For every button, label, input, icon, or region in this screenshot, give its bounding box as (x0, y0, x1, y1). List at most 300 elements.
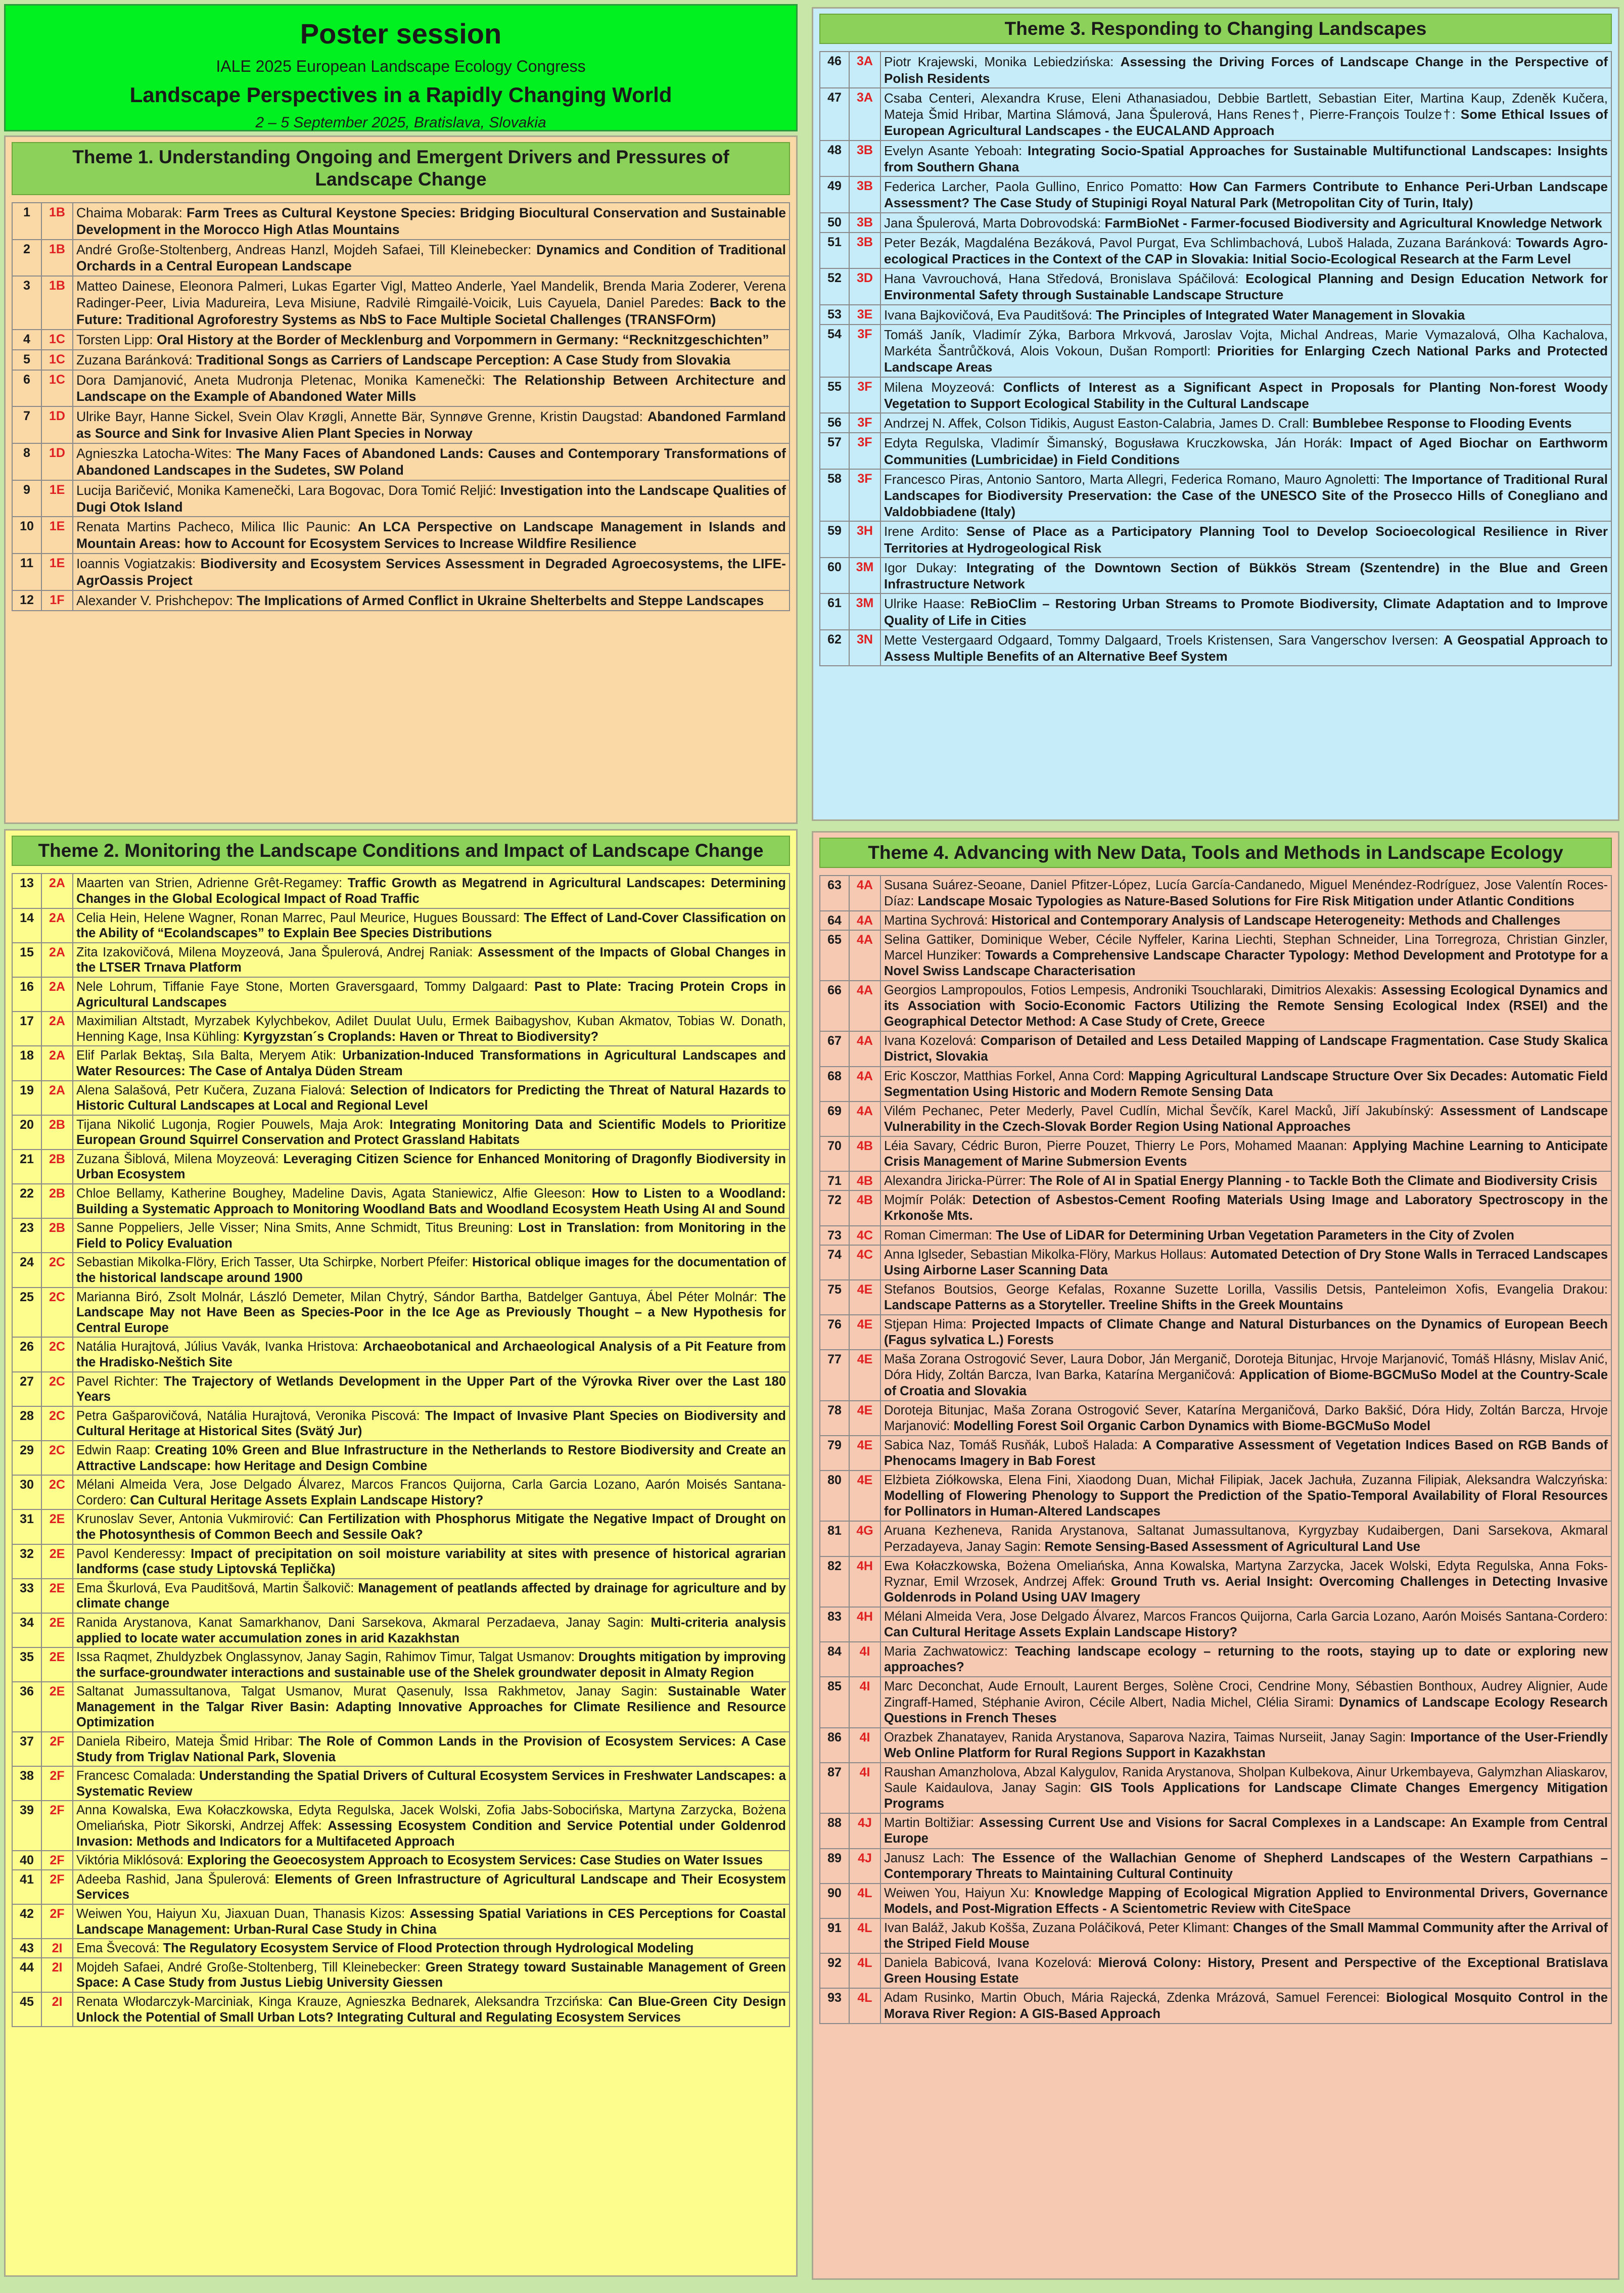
poster-entry (880, 1436, 1611, 1471)
poster-authors: Ewa Kołaczkowska, Bożena Omeliańska, Anna Kowalska, Martyna Zarzycka, Jacek Wolski, Edyta Regulska, Anna Foks-Ryznar, Emil Wrzosek, Andrzej Affek: (884, 1558, 1608, 1589)
poster-title-text: Importance of the User-Friendly Web Online Platform for Rural Regions Support in Kazakhstan (884, 1730, 1608, 1760)
session-code: 2I (41, 1958, 73, 1992)
poster-number: 30 (12, 1475, 41, 1509)
theme-4-panel (812, 831, 1619, 2280)
session-code: 4B (849, 1190, 880, 1225)
poster-authors: Dora Damjanović, Aneta Mudronja Pletenac, Monika Kamenečki: (76, 372, 493, 388)
poster-number: 44 (12, 1958, 41, 1992)
poster-entry (880, 521, 1611, 557)
poster-table (819, 875, 1612, 2024)
poster-title-text: Abandoned Farmland as Source and Sink for Invasive Alien Plant Species in Norway (76, 409, 786, 441)
session-code: 2F (41, 1801, 73, 1851)
session-code: 2B (41, 1150, 73, 1184)
poster-row (12, 1579, 790, 1613)
poster-row (12, 943, 790, 977)
poster-authors: Andrzej N. Affek, Colson Tidikis, August Easton-Calabria, James D. Crall: (884, 416, 1313, 431)
poster-authors: Weiwen You, Haiyun Xu: (884, 1886, 1035, 1900)
poster-title-text: A Geospatial Approach to Assess Multiple Benefits of an Alternative Beef System (884, 632, 1608, 664)
poster-title-text: Can Cultural Heritage Assets Explain Landscape History? (884, 1625, 1238, 1640)
poster-number: 86 (820, 1728, 849, 1763)
poster-number: 2 (12, 240, 41, 277)
poster-authors: Mojdeh Safaei, André Große-Stoltenberg, Till Kleinebecker: (76, 1960, 426, 1975)
theme-title: Theme 3. Responding to Changing Landscapes (819, 14, 1612, 44)
poster-number: 27 (12, 1372, 41, 1406)
poster-entry (73, 350, 790, 370)
session-code: 1B (41, 240, 73, 277)
poster-authors: Ivana Kozelová: (884, 1034, 981, 1048)
poster-authors: Elif Parlak Bektaş, Sıla Balta, Meryem Atik: (76, 1048, 343, 1063)
poster-title-text: The Impact of Invasive Plant Species on Biodiversity and Cultural Heritage at Historical Sites (Svätý Jur) (76, 1408, 786, 1439)
poster-row (12, 1682, 790, 1732)
poster-title-text: Historical oblique images for the documentation of the historical landscape around 1900 (76, 1255, 786, 1286)
poster-title-text: Landscape Patterns as a Storyteller. Treeline Shifts in the Greek Mountains (884, 1298, 1343, 1313)
poster-title-text: Applying Machine Learning to Anticipate Crisis Management of Marine Submersion Events (884, 1139, 1608, 1169)
poster-number: 68 (820, 1067, 849, 1102)
poster-number: 91 (820, 1918, 849, 1953)
poster-number: 3 (12, 276, 41, 330)
poster-title-text: Exploring the Geoecosystem Approach to Ecosystem Services: Case Studies on Water Issues (187, 1853, 763, 1868)
session-code: 2E (41, 1544, 73, 1579)
poster-row (820, 88, 1611, 141)
poster-row (820, 1171, 1611, 1190)
session-code: 3B (849, 233, 880, 268)
poster-number: 54 (820, 325, 849, 377)
poster-row (820, 930, 1611, 981)
poster-authors: Tijana Nikolić Lugonja, Rogier Pouwels, Maja Arok: (76, 1117, 390, 1132)
poster-entry (880, 1401, 1611, 1436)
poster-entry (73, 1115, 790, 1150)
poster-authors: Nele Lohrum, Tiffanie Faye Stone, Morten Graversgaard, Tommy Dalgaard: (76, 979, 535, 994)
poster-row (820, 1350, 1611, 1400)
poster-authors: Pavel Richter: (76, 1374, 164, 1389)
poster-title-text: Assessing Ecological Dynamics and its Association with Socio-Economic Factors Utilizing the Remote Sensing Ecological Index (RSEI) and the Geographical Detector Method: A Case Study of Crete, Greece (884, 983, 1608, 1029)
session-code: 3B (849, 176, 880, 212)
poster-row (12, 1218, 790, 1253)
poster-number: 18 (12, 1046, 41, 1080)
poster-entry (880, 593, 1611, 629)
poster-authors: Francesco Piras, Antonio Santoro, Marta Allegri, Federica Romano, Mauro Agnoletti: (884, 471, 1384, 487)
poster-entry (73, 1372, 790, 1406)
poster-title-text: Multi-criteria analysis applied to locate water accumulation zones in arid Kazakhstan (76, 1615, 786, 1645)
poster-number: 82 (820, 1556, 849, 1607)
poster-authors: Edwin Raap: (76, 1443, 155, 1457)
poster-row (12, 1544, 790, 1579)
poster-authors: Maximilian Altstadt, Myrzabek Kylychbekov, Adilet Duulat Uulu, Ermek Baibagyshov, Kuban Akmatov, Tobias W. Donath, Henning Kage, Insa Kühling: (76, 1014, 786, 1044)
poster-row (12, 240, 790, 277)
poster-authors: Adam Rusinko, Martin Obuch, Mária Rajecká, Zdenka Mrázová, Samuel Ferencei: (884, 1991, 1386, 2005)
poster-authors: Piotr Krajewski, Monika Lebiedzińska: (884, 54, 1121, 70)
poster-entry (880, 413, 1611, 433)
poster-entry (73, 1732, 790, 1766)
poster-authors: André Große-Stoltenberg, Andreas Hanzl, Mojdeh Safaei, Till Kleinebecker: (76, 242, 537, 257)
poster-row (12, 1115, 790, 1150)
session-code: 4A (849, 1067, 880, 1102)
poster-row (12, 370, 790, 407)
session-code: 1C (41, 350, 73, 370)
poster-number: 57 (820, 433, 849, 469)
poster-number: 76 (820, 1315, 849, 1350)
poster-entry (880, 1988, 1611, 2023)
poster-row (12, 276, 790, 330)
poster-authors: Vilém Pechanec, Peter Mederly, Pavel Cudlín, Michal Ševčík, Karel Macků, Jiří Jakubínský: (884, 1104, 1440, 1118)
poster-entry (880, 305, 1611, 325)
poster-row (12, 1046, 790, 1080)
session-code: 2E (41, 1509, 73, 1544)
session-code: 2E (41, 1647, 73, 1682)
poster-row (820, 433, 1611, 469)
poster-row (12, 517, 790, 554)
poster-authors: Edyta Regulska, Vladimír Šimanský, Bogusława Kruczkowska, Ján Horák: (884, 435, 1350, 451)
poster-title-text: Kyrgyzstan´s Croplands: Haven or Threat to Biodiversity? (243, 1029, 599, 1044)
poster-number: 77 (820, 1350, 849, 1400)
poster-row (12, 1613, 790, 1647)
poster-row (820, 911, 1611, 930)
poster-entry (73, 406, 790, 443)
session-code: 4A (849, 911, 880, 930)
poster-table (819, 51, 1612, 666)
session-code: 3H (849, 521, 880, 557)
poster-title-text: Towards Agro-ecological Practices in the Context of the CAP in Slovakia: Initial Socio-Ecological Research at the Farm Level (884, 235, 1608, 266)
poster-number: 56 (820, 413, 849, 433)
poster-authors: Anna Kowalska, Ewa Kołaczkowska, Edyta Regulska, Jacek Wolski, Zofia Jabs-Sobocińska, Martyna Zarzycka, Bożena Omeliańska, Piotr Sikorski, Andrzej Affek: (76, 1803, 786, 1833)
poster-number: 72 (820, 1190, 849, 1225)
poster-row (820, 876, 1611, 910)
poster-number: 59 (820, 521, 849, 557)
poster-title-text: Application of Biome-BGCMuSo Model at the Country-Scale of Croatia and Slovakia (884, 1368, 1608, 1398)
poster-title-text: Urbanization-Induced Transformations in Agricultural Landscapes and Water Resources: The Case of Antalya Düden Stream (76, 1048, 786, 1078)
session-code: 2I (41, 1992, 73, 2027)
poster-number: 33 (12, 1579, 41, 1613)
poster-authors: Anna Iglseder, Sebastian Mikolka-Flöry, Markus Hollaus: (884, 1247, 1211, 1262)
poster-authors: Federica Larcher, Paola Gullino, Enrico Pomatto: (884, 179, 1189, 195)
poster-authors: Chaima Mobarak: (76, 205, 187, 220)
poster-number: 26 (12, 1337, 41, 1371)
poster-entry (880, 141, 1611, 176)
poster-entry (73, 1958, 790, 1992)
session-code: 3M (849, 558, 880, 593)
session-code: 2F (41, 1851, 73, 1870)
poster-title-text: The Regulatory Ecosystem Service of Flood Protection through Hydrological Modeling (163, 1941, 694, 1956)
poster-row (820, 1953, 1611, 1988)
poster-entry (73, 370, 790, 407)
poster-row (12, 874, 790, 908)
poster-row (820, 1918, 1611, 1953)
poster-number: 21 (12, 1150, 41, 1184)
poster-number: 53 (820, 305, 849, 325)
session-code: 3B (849, 213, 880, 233)
session-code: 4I (849, 1677, 880, 1727)
session-code: 3F (849, 413, 880, 433)
poster-number: 13 (12, 874, 41, 908)
session-code: 2A (41, 874, 73, 908)
poster-row (820, 521, 1611, 557)
poster-authors: Weiwen You, Haiyun Xu, Jiaxuan Duan, Thanasis Kizos: (76, 1907, 410, 1921)
poster-number: 22 (12, 1184, 41, 1218)
poster-entry (73, 1475, 790, 1509)
poster-entry (880, 325, 1611, 377)
poster-authors: Alena Salašová, Petr Kučera, Zuzana Fialová: (76, 1083, 350, 1097)
poster-entry (73, 1081, 790, 1115)
poster-number: 41 (12, 1870, 41, 1904)
poster-title-text: Back to the Future: Traditional Agroforestry Systems as NbS to Face Multiple Societal Challenges (TRANSFOrm) (76, 295, 786, 327)
poster-title-text: The Trajectory of Wetlands Development in the Upper Part of the Výrovka River over the Last 180 Years (76, 1374, 786, 1404)
poster-row (820, 630, 1611, 666)
session-code: 3F (849, 433, 880, 469)
session-code: 2B (41, 1184, 73, 1218)
poster-authors: Ioannis Vogiatzakis: (76, 556, 201, 572)
poster-entry (73, 517, 790, 554)
session-code: 4B (849, 1136, 880, 1171)
theme-2-panel (4, 829, 798, 2277)
poster-entry (73, 1992, 790, 2027)
poster-row (820, 176, 1611, 212)
poster-entry (880, 1642, 1611, 1677)
poster-authors: Peter Bezák, Magdaléna Bezáková, Pavol Purgat, Eva Schlimbachová, Luboš Halada, Zuzana Baránková: (884, 235, 1516, 250)
poster-entry (73, 1801, 790, 1851)
poster-number: 34 (12, 1613, 41, 1647)
poster-entry (880, 1280, 1611, 1315)
poster-title-text: The Use of LiDAR for Determining Urban Vegetation Parameters in the City of Zvolen (996, 1228, 1514, 1243)
poster-title-text: Can Cultural Heritage Assets Explain Landscape History? (130, 1493, 484, 1507)
poster-number: 81 (820, 1521, 849, 1556)
session-code: 1E (41, 480, 73, 517)
poster-title-text: Bumblebee Response to Flooding Events (1312, 416, 1572, 431)
session-code: 4L (849, 1953, 880, 1988)
poster-entry (880, 1763, 1611, 1813)
poster-number: 51 (820, 233, 849, 268)
poster-row (820, 1136, 1611, 1171)
poster-title-text: The Role of Common Lands in the Provision of Ecosystem Services: A Case Study from Triglav National Park, Slovenia (76, 1734, 786, 1764)
poster-entry (880, 981, 1611, 1031)
poster-row (820, 558, 1611, 593)
poster-authors: Mojmír Polák: (884, 1193, 972, 1208)
poster-authors: Renata Włodarczyk-Marciniak, Kinga Krauze, Agnieszka Bednarek, Aleksandra Trzcińska: (76, 1994, 609, 2009)
poster-entry (73, 874, 790, 908)
poster-title-text: Leveraging Citizen Science for Enhanced Monitoring of Dragonfly Biodiversity in Urban Ecosystem (76, 1152, 786, 1182)
poster-entry (73, 1766, 790, 1801)
poster-authors: Raushan Amanzholova, Abzal Kalygulov, Ranida Arystanova, Sholpan Kulbekova, Ainur Urkembayeva, Galymzhan Aliaskarov, Saule Kaidaulova, Janay Sagin: (884, 1765, 1608, 1796)
poster-entry (73, 1218, 790, 1253)
session-code: 3B (849, 141, 880, 176)
poster-title-text: Some Ethical Issues of European Agricultural Landscapes - the EUCALAND Approach (884, 107, 1608, 139)
poster-number: 10 (12, 517, 41, 554)
poster-row (820, 1677, 1611, 1727)
poster-number: 64 (820, 911, 849, 930)
session-code: 4L (849, 1884, 880, 1918)
poster-authors: Sabica Naz, Tomáš Rusňák, Luboš Halada: (884, 1438, 1143, 1452)
poster-authors: Susana Suárez-Seoane, Daniel Pfitzer-López, Lucía García-Candanedo, Miguel Menéndez-Rodríguez, Jose Valentín Roces-Díaz: (884, 878, 1608, 908)
poster-number: 12 (12, 590, 41, 611)
poster-number: 69 (820, 1102, 849, 1136)
poster-entry (73, 1579, 790, 1613)
poster-title-text: Ecological Planning and Design Education Network for Environmental Safety through Sustainable Landscape Structure (884, 271, 1608, 303)
poster-number: 52 (820, 268, 849, 304)
poster-entry (880, 52, 1611, 87)
poster-entry (73, 1509, 790, 1544)
poster-authors: Ulrike Bayr, Hanne Sickel, Svein Olav Krøgli, Annette Bär, Synnøve Grenne, Kristin Daugstad: (76, 409, 647, 425)
session-code: 1B (41, 276, 73, 330)
poster-title-text: Creating 10% Green and Blue Infrastructure in the Netherlands to Restore Biodiversity and Create an Attractive Landscape: how Heritage and Design Combine (76, 1443, 786, 1473)
poster-title-text: Investigation into the Landscape Qualities of Dugi Otok Island (76, 482, 786, 515)
poster-number: 37 (12, 1732, 41, 1766)
session-code: 2C (41, 1406, 73, 1441)
poster-entry (73, 1870, 790, 1904)
poster-title-text: Detection of Asbestos-Cement Roofing Materials Using Image and Laboratory Spectroscopy in the Krkonoše Mts. (884, 1193, 1608, 1223)
poster-entry (880, 1171, 1611, 1190)
poster-entry (880, 1031, 1611, 1066)
poster-number: 42 (12, 1904, 41, 1939)
poster-number: 5 (12, 350, 41, 370)
poster-number: 31 (12, 1509, 41, 1544)
poster-row (12, 554, 790, 590)
session-code: 1F (41, 590, 73, 611)
poster-authors: Agnieszka Latocha-Wites: (76, 445, 237, 461)
poster-number: 92 (820, 1953, 849, 1988)
poster-authors: Janusz Lach: (884, 1851, 972, 1865)
poster-authors: Mette Vestergaard Odgaard, Tommy Dalgaard, Troels Kristensen, Sara Vangerschov Iversen: (884, 632, 1444, 648)
poster-title-text: ReBioClim – Restoring Urban Streams to Promote Biodiversity, Climate Adaptation and to Improve Quality of Life in Cities (884, 596, 1608, 628)
poster-entry (73, 276, 790, 330)
theme-title: Theme 2. Monitoring the Landscape Conditions and Impact of Landscape Change (12, 836, 790, 866)
session-code: 2B (41, 1218, 73, 1253)
poster-title-text: Historical and Contemporary Analysis of Landscape Heterogeneity: Methods and Challenges (991, 913, 1561, 928)
poster-number: 66 (820, 981, 849, 1031)
poster-row (820, 1226, 1611, 1245)
poster-title-text: The Effect of Land-Cover Classification on the Ability of “Ecolandscapes” to Explain Bee Species Distributions (76, 910, 786, 941)
poster-row (12, 330, 790, 350)
session-code: 4A (849, 1102, 880, 1136)
poster-title: Poster session (300, 18, 502, 50)
poster-entry (880, 1102, 1611, 1136)
session-code: 2A (41, 1012, 73, 1046)
poster-number: 15 (12, 943, 41, 977)
poster-title-text: Traffic Growth as Megatrend in Agricultural Landscapes: Determining Changes in the Global Ecological Impact of Road Traffic (76, 876, 786, 906)
poster-number: 24 (12, 1253, 41, 1287)
poster-entry (73, 977, 790, 1012)
session-code: 2A (41, 977, 73, 1012)
poster-row (12, 1647, 790, 1682)
poster-entry (73, 1184, 790, 1218)
session-code: 1E (41, 517, 73, 554)
poster-title-text: Archaeobotanical and Archaeological Analysis of a Pit Feature from the Hradisko-Neštich Site (76, 1340, 786, 1370)
poster-row (820, 1067, 1611, 1102)
session-code: 2E (41, 1579, 73, 1613)
poster-authors: Selina Gattiker, Dominique Weber, Cécile Nyffeler, Karina Liechti, Stephan Schneider, Lina Torregroza, Christian Ginzler, Marcel Hunziker: (884, 932, 1608, 962)
poster-entry (73, 1337, 790, 1371)
poster-title-text: Elements of Green Infrastructure of Agricultural Landscape and Their Ecosystem Services (76, 1872, 786, 1902)
session-code: 4E (849, 1471, 880, 1521)
poster-row (12, 1992, 790, 2027)
poster-entry (880, 469, 1611, 522)
session-code: 3E (849, 305, 880, 325)
poster-number: 8 (12, 443, 41, 480)
poster-entry (880, 433, 1611, 469)
poster-number: 62 (820, 630, 849, 666)
poster-number: 74 (820, 1245, 849, 1280)
poster-number: 58 (820, 469, 849, 522)
poster-authors: Marianna Biró, Zsolt Molnár, László Demeter, Milan Chytrý, Sándor Bartha, Batdelger Gantuya, Ábel Péter Molnár: (76, 1290, 763, 1304)
session-code: 2E (41, 1682, 73, 1732)
poster-title-text: Oral History at the Border of Mecklenburg and Vorpommern in Germany: “Recknitzgeschichten” (157, 332, 769, 347)
poster-title-text: Landscape Mosaic Typologies as Nature-Based Solutions for Fire Risk Mitigation under Atlantic Conditions (917, 894, 1574, 908)
poster-entry (880, 1350, 1611, 1400)
poster-entry (880, 911, 1611, 930)
poster-number: 93 (820, 1988, 849, 2023)
poster-title-text: Projected Impacts of Climate Change and Natural Disturbances on the Dynamics of European Beech (Fagus sylvatica L.) Forests (884, 1317, 1608, 1348)
poster-entry (73, 1046, 790, 1080)
poster-row (12, 977, 790, 1012)
poster-row (820, 593, 1611, 629)
poster-entry (73, 240, 790, 277)
session-code: 2F (41, 1904, 73, 1939)
poster-row (820, 981, 1611, 1031)
poster-entry (880, 1918, 1611, 1953)
poster-number: 63 (820, 876, 849, 910)
poster-authors: Krunoslav Sever, Antonia Vukmirović: (76, 1512, 299, 1527)
session-code: 3M (849, 593, 880, 629)
poster-title-text: The Essence of the Wallachian Genome of Shepherd Landscapes of the Western Carpathians – Contemporary Threats to Maintaining Cultural Continuity (884, 1851, 1608, 1881)
poster-title-text: Sense of Place as a Participatory Planning Tool to Develop Socioecological Resilience in River Territories at Hydrogeological Risk (884, 524, 1608, 556)
poster-title-text: How to Listen to a Woodland: Building a Systematic Approach to Monitoring Woodland Bats and Woodland Ecosystem Heath Using AI and Sound (76, 1186, 786, 1216)
poster-authors: Saltanat Jumassultanova, Talgat Usmanov, Murat Qasenuly, Issa Rakhmetov, Janay Sagin: (76, 1684, 668, 1699)
poster-row (12, 1372, 790, 1406)
poster-authors: Stefanos Boutsios, George Kefalas, Roxanne Suzette Lorilla, Vassilis Detsis, Panteleimon Xofis, Evangelia Drakou: (884, 1282, 1608, 1297)
session-code: 4I (849, 1763, 880, 1813)
poster-title-text: The Landscape May not Have Been as Species-Poor in the Ice Age as Previously Thought – a New Hypothesis for Central Europe (76, 1290, 786, 1335)
poster-row (820, 305, 1611, 325)
poster-authors: Orazbek Zhanatayev, Ranida Arystanova, Saparova Nazira, Taimas Nurseiit, Janay Sagin: (884, 1730, 1411, 1745)
poster-number: 17 (12, 1012, 41, 1046)
poster-title-text: Mierová Colony: History, Present and Perspective of the Exceptional Bratislava Green Housing Estate (884, 1956, 1608, 1986)
poster-number: 71 (820, 1171, 849, 1190)
poster-title-text: Can Blue-Green City Design Unlock the Potential of Small Urban Lots? Integrating Cultural and Regulating Ecosystem Services (76, 1994, 786, 2025)
poster-row (820, 1471, 1611, 1521)
poster-title-text: Droughts mitigation by improving the surface-groundwater interactions and sustainable use of the Shelek groundwater deposit in Almaty Region (76, 1650, 786, 1680)
session-code: 2A (41, 1046, 73, 1080)
poster-row (12, 908, 790, 943)
poster-authors: Maarten van Strien, Adrienne Grêt-Regamey: (76, 876, 348, 891)
poster-authors: Irene Ardito: (884, 524, 966, 539)
poster-entry (880, 1226, 1611, 1245)
session-code: 2C (41, 1441, 73, 1475)
poster-entry (73, 1544, 790, 1579)
poster-row (820, 233, 1611, 268)
poster-row (820, 1521, 1611, 1556)
poster-row (820, 141, 1611, 176)
poster-authors: Jana Špulerová, Marta Dobrovodská: (884, 215, 1105, 231)
poster-row (12, 1184, 790, 1218)
session-code: 2B (41, 1115, 73, 1150)
poster-number: 29 (12, 1441, 41, 1475)
poster-authors: Renata Martins Pacheco, Milica Ilic Paunic: (76, 519, 358, 535)
poster-entry (880, 1677, 1611, 1727)
poster-number: 23 (12, 1218, 41, 1253)
poster-row (12, 1150, 790, 1184)
poster-authors: Sanne Poppeliers, Jelle Visser; Nina Smits, Anne Schmidt, Titus Breuning: (76, 1221, 519, 1235)
poster-authors: Ivana Bajkovičová, Eva Pauditšová: (884, 307, 1096, 323)
poster-entry (880, 1067, 1611, 1102)
poster-entry (73, 1253, 790, 1287)
poster-number: 83 (820, 1607, 849, 1642)
poster-row (820, 325, 1611, 377)
poster-row (820, 413, 1611, 433)
session-code: 2E (41, 1613, 73, 1647)
poster-number: 78 (820, 1401, 849, 1436)
poster-number: 4 (12, 330, 41, 350)
poster-row (820, 1813, 1611, 1848)
poster-row (12, 406, 790, 443)
poster-entry (880, 630, 1611, 666)
